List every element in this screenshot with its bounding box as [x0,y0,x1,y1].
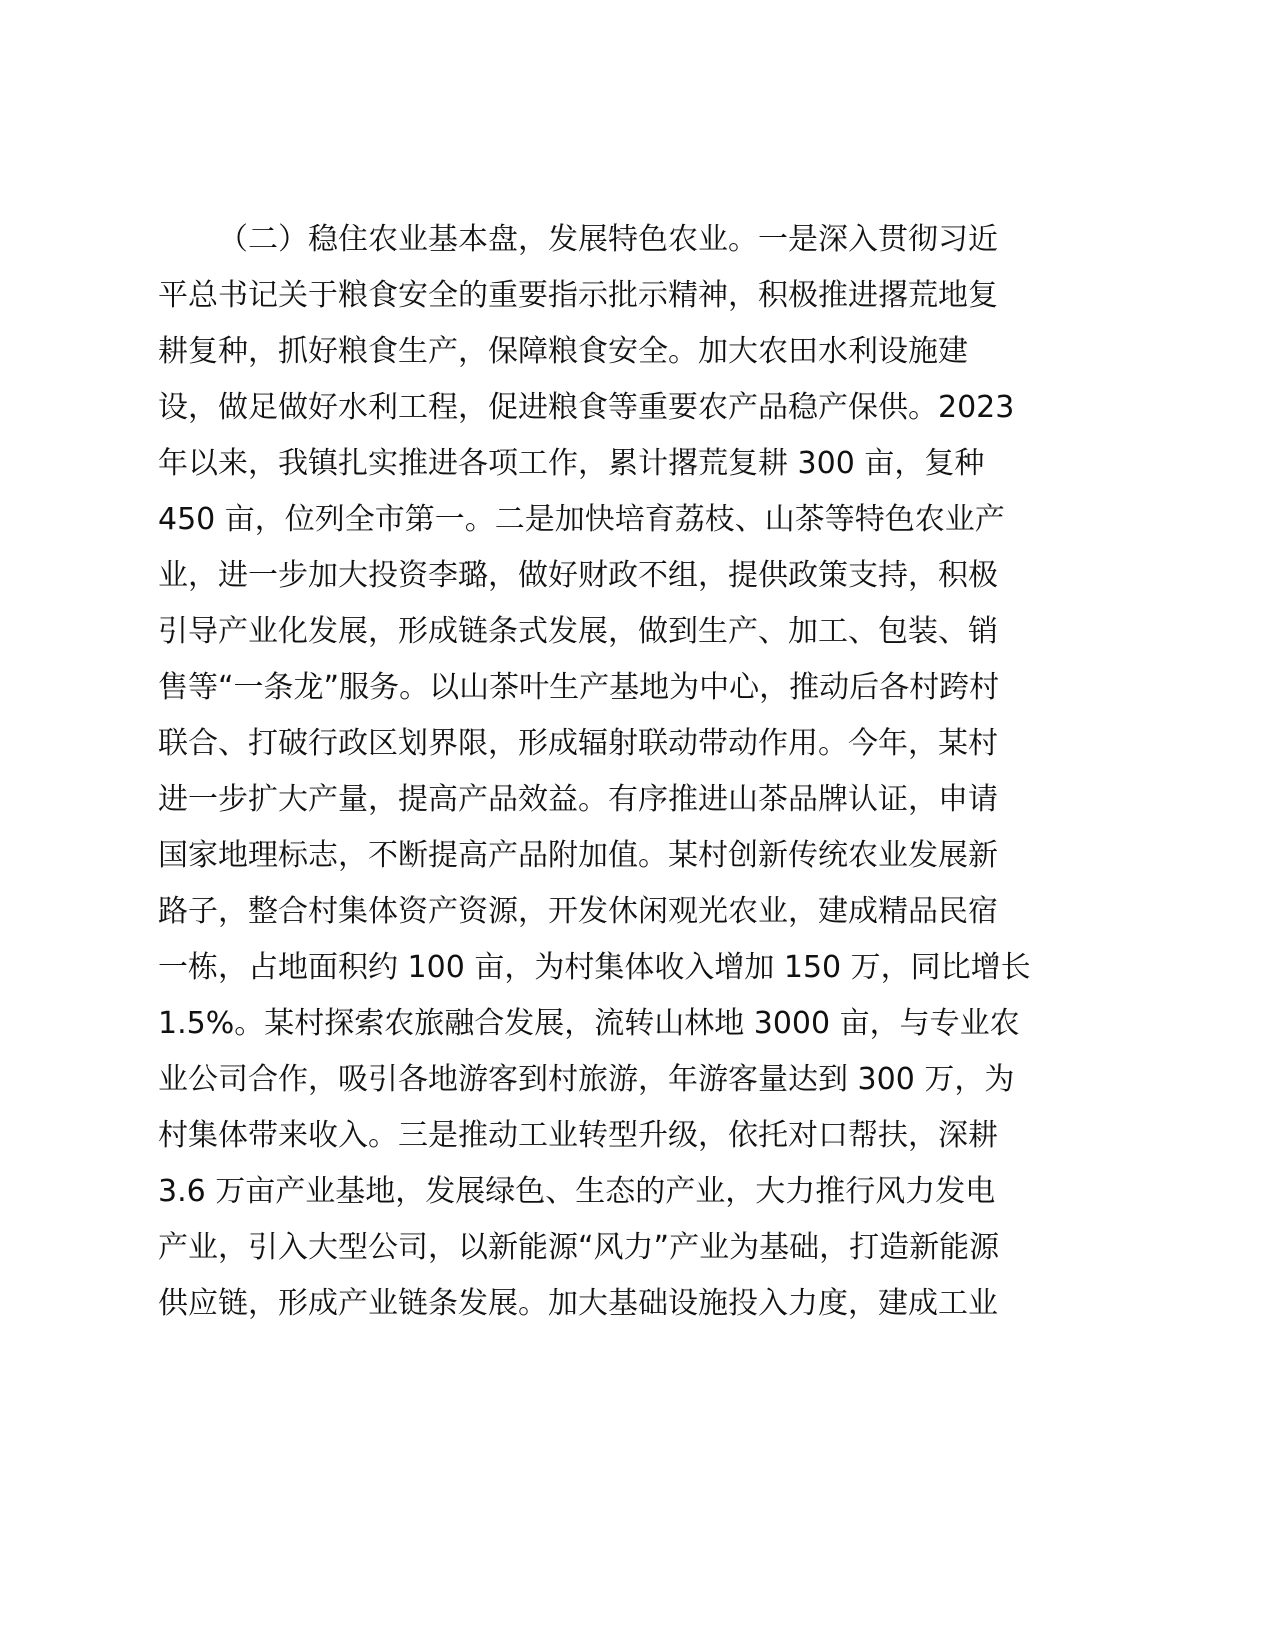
paragraph-line: 联合、打破行政区划界限，形成辐射联动带动作用。今年，某村 [158,726,998,761]
paragraph-line: 设，做足做好水利工程，促进粮食等重要农产品稳产保供。2023 [158,390,1015,425]
paragraph-line: 村集体带来收入。三是推动工业转型升级，依托对口帮扶，深耕 [158,1118,998,1153]
paragraph-line: 产业，引入大型公司，以新能源“风力”产业为基础，打造新能源 [158,1230,1000,1265]
paragraph-line: 年以来，我镇扎实推进各项工作，累计撂荒复耕 300 亩，复种 [158,446,985,481]
paragraph-line: 国家地理标志，不断提高产品附加值。某村创新传统农业发展新 [158,838,998,873]
paragraph-line: （二）稳住农业基本盘，发展特色农业。一是深入贯彻习近 [218,222,998,257]
paragraph-line: 路子，整合村集体资产资源，开发休闲观光农业，建成精品民宿 [158,894,998,929]
paragraph-line: 3.6 万亩产业基地，发展绿色、生态的产业，大力推行风力发电 [158,1174,996,1209]
body-paragraph [158,212,1078,1332]
paragraph-line: 一栋，占地面积约 100 亩，为村集体收入增加 150 万，同比增长 [158,950,1031,985]
paragraph-line: 引导产业化发展，形成链条式发展，做到生产、加工、包装、销 [158,614,998,649]
paragraph-line: 1.5%。某村探索农旅融合发展，流转山林地 3000 亩，与专业农 [158,1006,1020,1041]
paragraph-line: 业公司合作，吸引各地游客到村旅游，年游客量达到 300 万，为 [158,1062,1015,1097]
paragraph-line: 进一步扩大产量，提高产品效益。有序推进山茶品牌认证，申请 [158,782,998,817]
paragraph-line: 450 亩，位列全市第一。二是加快培育荔枝、山茶等特色农业产 [158,502,1005,537]
paragraph-line: 售等“一条龙”服务。以山茶叶生产基地为中心，推动后各村跨村 [158,670,1000,705]
paragraph-line: 平总书记关于粮食安全的重要指示批示精神，积极推进撂荒地复 [158,278,998,313]
paragraph-line: 供应链，形成产业链条发展。加大基础设施投入力度，建成工业 [158,1286,998,1321]
paragraph-line: 耕复种，抓好粮食生产，保障粮食安全。加大农田水利设施建 [158,334,968,369]
paragraph-line: 业，进一步加大投资李璐，做好财政不组，提供政策支持，积极 [158,558,998,593]
